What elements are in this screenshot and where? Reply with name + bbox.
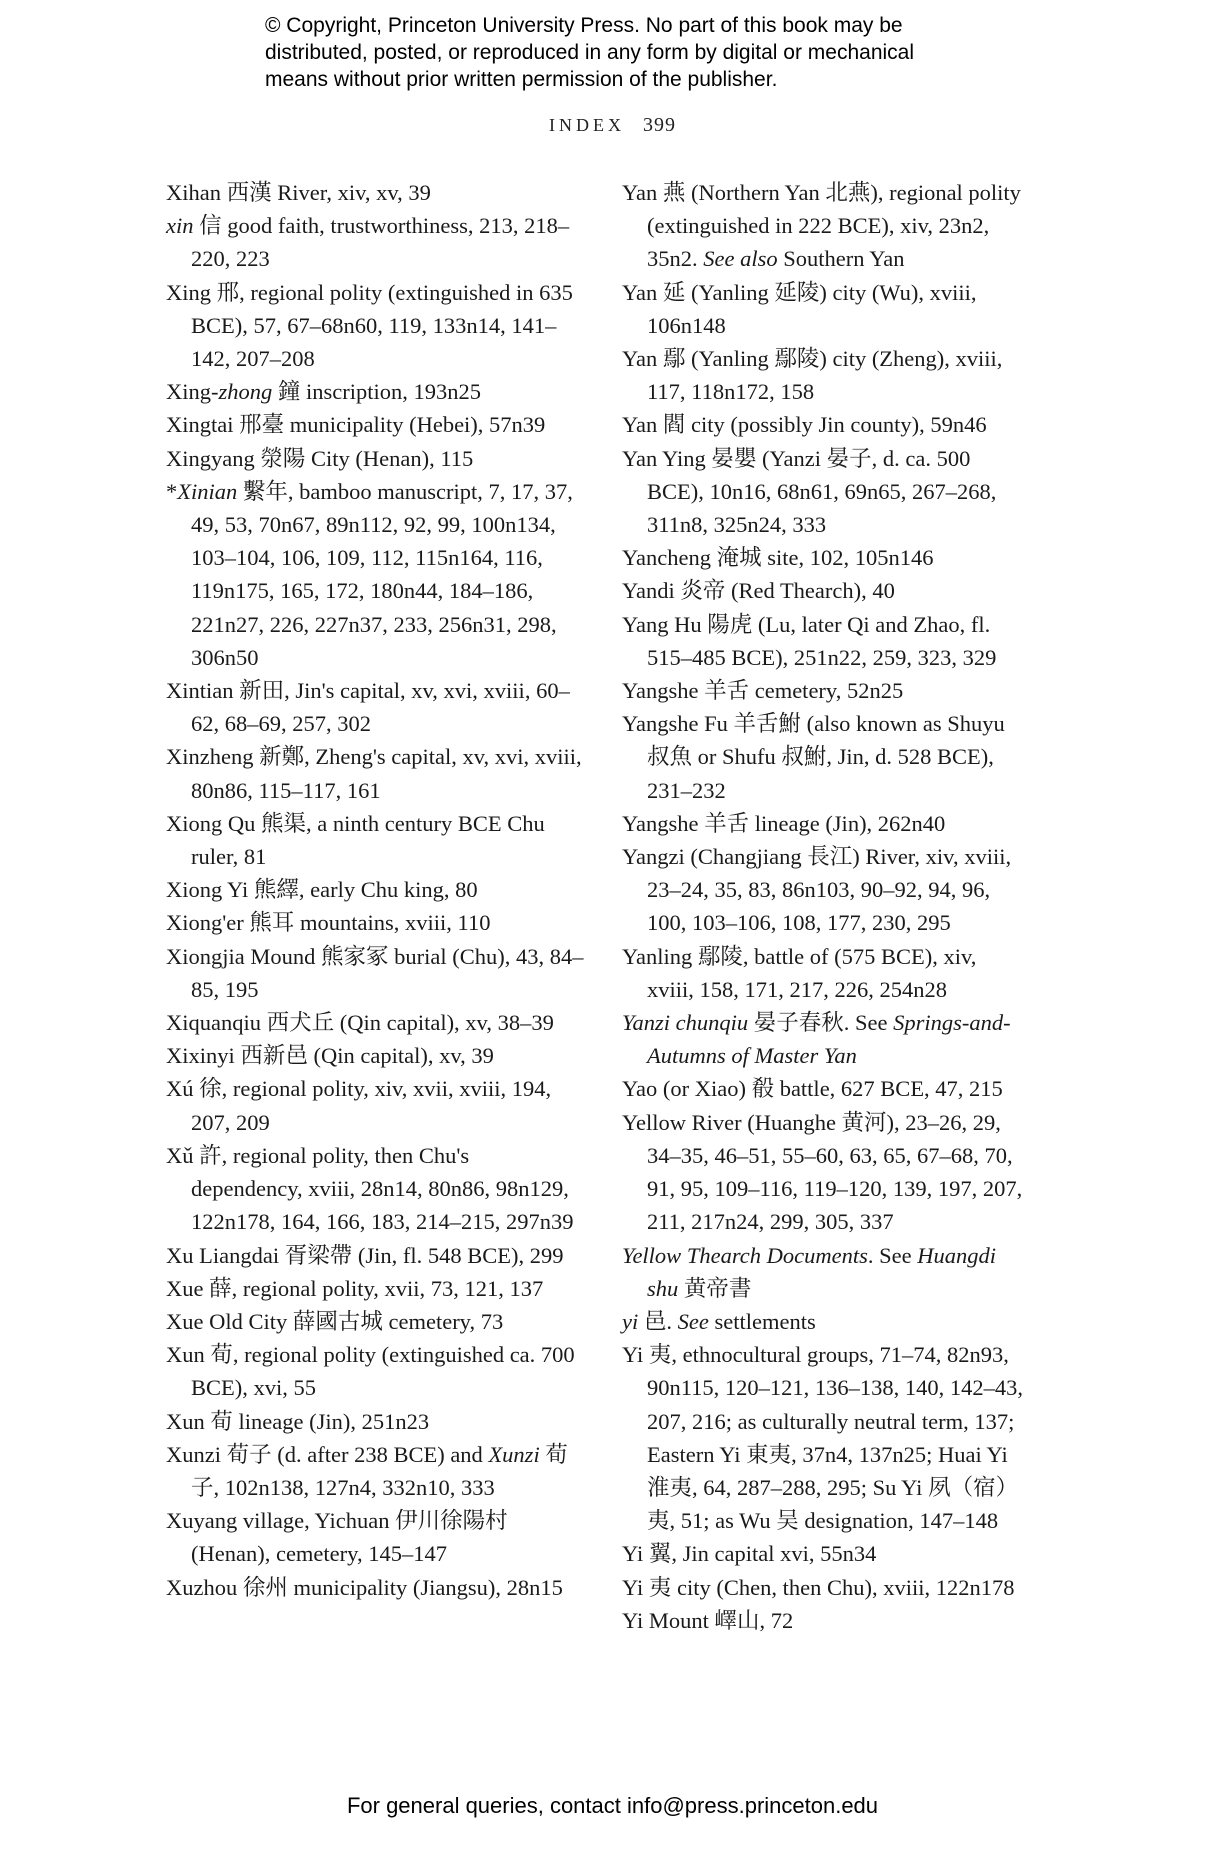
index-entry-text: Yancheng 淹城 site, 102, 105n146 — [622, 545, 934, 571]
index-entry-text: Xue Old City 薛國古城 cemetery, 73 — [166, 1308, 504, 1334]
index-entry-italic: See also — [703, 246, 778, 272]
index-entry — [622, 940, 1027, 1006]
index-entry-text: Xiong Yi 熊繹, early Chu king, 80 — [166, 877, 478, 903]
index-entry — [166, 1504, 586, 1570]
index-entry-italic: yi — [622, 1308, 639, 1334]
index-entry — [166, 176, 586, 209]
index-entry — [622, 1106, 1027, 1239]
index-entry — [166, 276, 586, 376]
index-entry — [166, 807, 586, 873]
index-entry — [622, 1239, 1027, 1305]
index-entry-italic: See — [677, 1308, 709, 1334]
copyright-line: distributed, posted, or reproduced in any form by digital or mechanical — [265, 41, 915, 64]
index-entry-text: Xunzi 荀子 (d. after 238 BCE) and — [166, 1441, 489, 1467]
index-entry — [622, 608, 1027, 674]
index-column-right — [622, 176, 1027, 1637]
index-entry — [166, 209, 586, 275]
index-entry-text: Xintian 新田, Jin's capital, xv, xvi, xviii, 60–62, 68–69, 257, 302 — [166, 678, 570, 737]
index-entry-text: 繫年, bamboo manuscript, 7, 17, 37, 49, 53, 70n67, 89n112, 92, 99, 100n134, 103–104, 106, 109, 112, 115n164, 116, 119n175, 165, 172, 180n44, 184–186, 221n27, 226, 227n37, 233, 256n31, 298, 306n50 — [191, 478, 573, 670]
index-entry — [166, 740, 586, 806]
index-entry — [622, 342, 1027, 408]
index-entry-italic: Huangdi shu — [647, 1242, 996, 1301]
index-entry-text: Xue 薛, regional polity, xvii, 73, 121, 137 — [166, 1275, 544, 1301]
index-entry-italic: Yanzi chunqiu — [622, 1010, 749, 1036]
index-entry-text: Xun 荀 lineage (Jin), 251n23 — [166, 1408, 430, 1434]
index-entry — [166, 1338, 586, 1404]
index-entry-text: Xuzhou 徐州 municipality (Jiangsu), 28n15 — [166, 1574, 563, 1600]
index-entry-text: Yangshe 羊舌 lineage (Jin), 262n40 — [622, 810, 946, 836]
index-entry — [622, 840, 1027, 940]
index-entry-text: Xihan 西漢 River, xiv, xv, 39 — [166, 180, 431, 205]
index-entry — [166, 375, 586, 408]
index-entry — [166, 940, 586, 1006]
copyright-notice — [265, 12, 1025, 93]
index-column-left — [166, 176, 586, 1604]
index-entry-text: Yangshe Fu 羊舌鮒 (also known as Shuyu 叔魚 or Shufu 叔鮒, Jin, d. 528 BCE), 231–232 — [622, 711, 1005, 803]
index-entry-text: 信 good faith, trustworthiness, 213, 218–220, 223 — [191, 213, 570, 272]
index-entry — [166, 1039, 586, 1072]
index-entry — [166, 906, 586, 939]
index-entry-text: Yandi 炎帝 (Red Thearch), 40 — [622, 578, 895, 604]
index-entry-text: Yang Hu 陽虎 (Lu, later Qi and Zhao, fl. 515–485 BCE), 251n22, 259, 323, 329 — [622, 611, 997, 670]
index-entry — [622, 674, 1027, 707]
page-number: 399 — [643, 114, 676, 136]
index-entry-text: Yangshe 羊舌 cemetery, 52n25 — [622, 678, 904, 704]
index-entry-text: 鐘 inscription, 193n25 — [272, 379, 482, 405]
index-entry-text: Yan 延 (Yanling 延陵) city (Wu), xviii, 106n148 — [622, 279, 977, 338]
running-head-label: INDEX — [549, 115, 625, 135]
index-entry — [166, 1072, 586, 1138]
index-entry — [166, 1571, 586, 1604]
index-entry-text: Xing 邢, regional polity (extinguished in 635 BCE), 57, 67–68n60, 119, 133n14, 141–142, 207–208 — [166, 279, 573, 372]
index-entry — [166, 1438, 586, 1504]
index-entry — [622, 1305, 1027, 1338]
index-entry-text: Yan Ying 晏嬰 (Yanzi 晏子, d. ca. 500 BCE), 10n16, 68n61, 69n65, 267–268, 311n8, 325n24, 333 — [622, 445, 997, 538]
index-entry-text: Xú 徐, regional polity, xiv, xvii, xviii, 194, 207, 209 — [166, 1076, 552, 1135]
footer-contact: For general queries, contact info@press.princeton.edu — [346, 1793, 879, 1818]
copyright-line: means without prior written permission of the publisher. — [265, 68, 778, 91]
index-entry-text: Xiong Qu 熊渠, a ninth century BCE Chu ruler, 81 — [166, 810, 545, 870]
index-entry — [622, 574, 1027, 607]
index-entry-text: Yellow River (Huanghe 黄河), 23–26, 29, 34–35, 46–51, 55–60, 63, 65, 67–68, 70, 91, 95, 109–116, 119–120, 139, 197, 207, 211, 217n24, 299, 305, 337 — [622, 1109, 1023, 1235]
index-entry-italic: Xunzi — [488, 1441, 540, 1467]
running-head — [0, 114, 1225, 137]
index-entry-text: 晏子春秋. See — [748, 1010, 894, 1036]
index-entry-text: Xun 荀, regional polity (extinguished ca. 700 BCE), xvi, 55 — [166, 1342, 575, 1401]
index-entry — [166, 442, 586, 475]
copyright-line: © Copyright, Princeton University Press. No part of this book may be — [265, 14, 903, 37]
index-entry-text: Yan 鄢 (Yanling 鄢陵) city (Zheng), xviii, 117, 118n172, 158 — [622, 346, 1003, 405]
index-entry-text: Yi 夷 city (Chen, then Chu), xviii, 122n178 — [622, 1574, 1015, 1600]
index-entry — [622, 1338, 1027, 1537]
index-entry — [622, 541, 1027, 574]
index-entry — [622, 442, 1027, 542]
index-entry — [622, 807, 1027, 840]
index-entry-italic: xin — [166, 213, 194, 239]
index-entry — [622, 1072, 1027, 1105]
index-entry-text: Xingtai 邢臺 municipality (Hebei), 57n39 — [166, 412, 546, 438]
index-entry — [166, 408, 586, 441]
index-entry — [166, 873, 586, 906]
index-entry-text: Yan 燕 (Northern Yan 北燕), regional polity (extinguished in 222 BCE), xiv, 23n2, 35n2. — [622, 180, 1021, 272]
index-entry-text: Xiongjia Mound 熊家冢 burial (Chu), 43, 84–85, 195 — [166, 943, 584, 1002]
index-entry-text: Xu Liangdai 胥梁帶 (Jin, fl. 548 BCE), 299 — [166, 1242, 564, 1268]
index-entry-text: Yi 夷, ethnocultural groups, 71–74, 82n93, 90n115, 120–121, 136–138, 140, 142–43, 207, 216; as culturally neutral term, 137; Eastern Yi 東夷, 37n4, 137n25; Huai Yi 淮夷, 64, 287–288, 295; Su Yi 夙（宿）夷, 51; as Wu 吴 designation, 147–148 — [622, 1342, 1024, 1534]
index-entry-text: * — [166, 478, 178, 504]
index-entry — [622, 1537, 1027, 1570]
index-entry-text: Yao (or Xiao) 殽 battle, 627 BCE, 47, 215 — [622, 1076, 1003, 1102]
index-entry — [622, 276, 1027, 342]
index-entry-text: 荀子, 102n138, 127n4, 332n10, 333 — [191, 1441, 568, 1500]
index-entry-text: Xiong'er 熊耳 mountains, xviii, 110 — [166, 910, 491, 936]
index-entry — [622, 707, 1027, 807]
index-entry-text: Yanling 鄢陵, battle of (575 BCE), xiv, xviii, 158, 171, 217, 226, 254n28 — [622, 943, 977, 1002]
index-entry — [166, 1272, 586, 1305]
index-entry-text: Xing- — [166, 379, 219, 405]
index-entry-text: Xǔ 許, regional polity, then Chu's dependency, xviii, 28n14, 80n86, 98n129, 122n178, 164, 166, 183, 214–215, 297n39 — [166, 1142, 574, 1235]
index-entry-text: Xuyang village, Yichuan 伊川徐陽村 (Henan), cemetery, 145–147 — [166, 1508, 508, 1567]
index-entry-text: Xiquanqiu 西犬丘 (Qin capital), xv, 38–39 — [166, 1010, 554, 1036]
index-entry — [622, 176, 1027, 276]
index-entry-text: . See — [867, 1242, 918, 1268]
index-entry — [166, 1006, 586, 1039]
index-entry — [622, 1006, 1027, 1072]
index-entry-italic: Yellow Thearch Documents — [622, 1242, 868, 1268]
index-entry-text: 邑. — [638, 1308, 678, 1334]
index-entry — [166, 1139, 586, 1239]
index-entry — [166, 475, 586, 674]
index-entry — [622, 408, 1027, 441]
index-entry — [166, 1305, 586, 1338]
index-entry-text: Southern Yan — [777, 246, 905, 272]
index-entry-text: Yan 閻 city (possibly Jin county), 59n46 — [622, 412, 987, 438]
index-entry-italic: Xinian — [177, 478, 238, 504]
index-entry — [166, 1405, 586, 1438]
index-entry-text: Xixinyi 西新邑 (Qin capital), xv, 39 — [166, 1043, 494, 1069]
index-entry-italic: Springs-and-Autumns of Master Yan — [647, 1010, 1011, 1069]
index-entry-text: Yi 翼, Jin capital xvi, 55n34 — [622, 1541, 877, 1567]
index-entry-text: Yi Mount 嶧山, 72 — [622, 1607, 794, 1633]
index-entry — [166, 674, 586, 740]
index-entry-italic: zhong — [218, 379, 273, 405]
index-entry-text: Yangzi (Changjiang 長江) River, xiv, xviii, 23–24, 35, 83, 86n103, 90–92, 94, 96, 100, 103–106, 108, 177, 230, 295 — [622, 844, 1012, 936]
index-entry — [166, 1239, 586, 1272]
index-entry — [622, 1604, 1027, 1637]
index-entry — [622, 1571, 1027, 1604]
index-entry-text: Xinzheng 新鄭, Zheng's capital, xv, xvi, xviii, 80n86, 115–117, 161 — [166, 744, 582, 803]
index-entry-text: settlements — [708, 1308, 816, 1334]
index-entry-text: 黄帝書 — [678, 1275, 752, 1301]
index-entry-text: Xingyang 滎陽 City (Henan), 115 — [166, 445, 474, 471]
